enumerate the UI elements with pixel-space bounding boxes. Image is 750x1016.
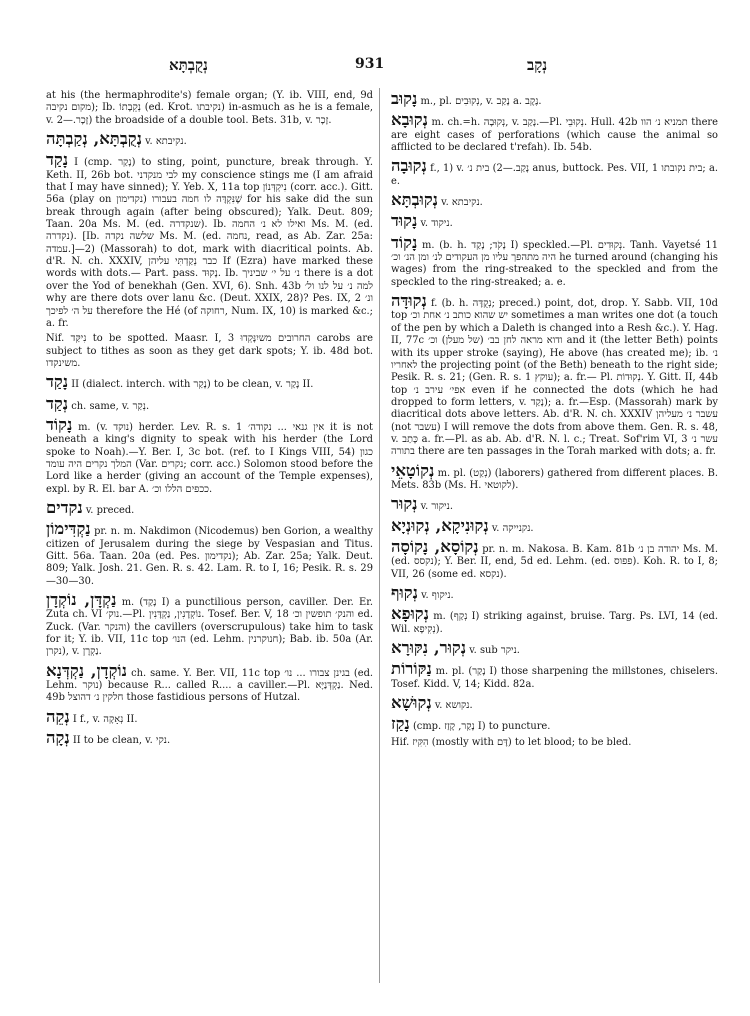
dictionary-entry [391,584,718,602]
entry-headword: נָקַד [46,150,69,170]
entry-definition: m. pl. (נָקַר I) those sharpening the millstones, chiselers. Tosef. Kidd. V, 14; Kidd. 82a. [391,666,718,690]
dictionary-entry [391,538,718,581]
entry-definition: Hif. הִקִּיז (mostly with דָּם) to let blood; to be bled. [391,736,632,748]
entry-definition: f. (b. h. נְקֻדָּה; preced.) point, dot, drop. Y. Sabb. VII, 10d top יש שהוא כותב נ׳ אחת וכ׳ sometimes a man writes one dot (a touch of the pen by which a Daleth is changed into a Resh &c.). Y. Hag. II, 77c ודוא מראה לחן בב׳ (של מעלן) וכ׳ and it (the letter Beth) points with its upper stroke (saying), He above (has created me); ib. נ׳ לאחריו the projecting point (of the Beth) beneath to the right side; Pesik. R. s. 21; (Gen. R. s. 1 עוקץ); a. fr.— Pl. נְקוּדוֹת. Y. Gitt. II, 44b top אפי׳ עירב נ׳ even if he connected the dots (which he had dropped to form letters, v. נָקַד); a. fr.—Esp. (Massorah) mark by diacritical dots above letters. Ab. d'R. N. ch. XXXIV עשבר נ׳ מעליהן (not עשבר) I will remove the dots from above them. Gen. R. s. 48, v. כָּתַב a. fr.—Pl. as ab. Ab. d'R. N. l. c.; Treat. Sof'rim VI, 3 עשר נ׳ בתורה there are ten passages in the Torah marked with dots; a. fr. [391,298,719,458]
dictionary-entry [391,111,718,154]
entry-headword: נְקוּנִיקָא, נְקוּנְיָא [391,515,489,535]
dictionary-entry [46,662,373,705]
dictionary-entry [391,191,718,209]
running-head-right: נְקָב [527,56,548,74]
dictionary-entry [391,90,718,108]
entry-headword: נָקוּב [391,89,418,108]
dictionary-entry [391,517,718,535]
dictionary-entry [391,495,718,513]
dictionary-entry [46,373,373,391]
entry-headword: נְקוּבָא [391,110,428,130]
entry-headword: נָקַז [391,714,410,734]
dictionary-entry [46,708,373,726]
entry-definition: II (dialect. interch. with נָקַר) to be clean, v. נָקַר II. [71,379,314,391]
entry-definition: (cmp. נָקַר, קָזַז I) to puncture. [412,721,551,733]
entry-headword: נַקּוֹרוֹת [391,659,432,679]
entry-definition: v. ניקור. [420,501,453,513]
dictionary-entry [391,234,718,289]
entry-definition: v. preced. [85,504,135,516]
entry-definition: ch. same. Y. Ber. VII, 11c top בגינן צבורו ... נו׳ (ed. Lehm. נוקר) because R... called R.... a caviller.—Pl. נַקְדְּנַיָּא. Ned. 49b חלקין נ׳ דהוצל those fastidious persons of Hutzal. [46,667,374,704]
dictionary-entry [46,395,373,413]
entry-definition: at his (the hermaphrodite's) female organ; (Y. ib. VIII, end, 9d מקום נקיבה); Ib. נְקֵבָתוֹ (ed. Krot. נקיבתו) in-asmuch as he is a female, v. זָכָר.—2) the broadside of a double tool. Bets. 31b, v. זָכָר. [46,90,373,126]
entry-headword: נְקַד [46,393,69,413]
dictionary-entry [46,729,373,747]
dictionary-entry [391,462,718,493]
entry-definition: m. (נְקַף I) striking against, bruise. Targ. Ps. LVI, 14 (ed. Wil. נְקִיפָא). [391,611,718,635]
dictionary-entry [391,715,718,733]
entry-headword: נְקָה [46,728,70,748]
entry-headword: נָקוֹד [391,232,418,252]
entry-headword: נָקַד [46,372,69,392]
entry-definition: v. ניקוף. [421,590,454,601]
entry-definition: m. (b. h. נָקֹד; נָקַד I) speckled.—Pl. נְקוּדִים. Tanh. Vayetsé 11 היה מתהפך עליו מן העקודים לנ׳ ומן הנ׳ וכ׳ he turned around (changing his wages) from the ring-streaked to the speckled and from the speckled to the ring-streaked; a. e. [391,239,718,288]
entry-definition: pr. n. m. Nakdimon (Nicodemus) ben Gorion, a wealthy citizen of Jerusalem during the siege by Vespasian and Titus. Gitt. 56a. Taan. 20a (ed. Pes. נקדימון); Ab. Zar. 25a; Yalk. Deut. 809; Yalk. Josh. 21. Gen. R. s. 42. Lam. R. to I, 16; Pesik. R. s. 29—30—30. [46,526,374,587]
left-column [46,90,373,750]
entry-definition: I f., v. נְאָקָה II. [72,713,138,725]
entry-definition: f., 1) v. נָקַב.—2) בית נ׳ anus, buttock. Pes. VII, 1 בית נקובתו; a. e. [391,163,718,187]
entry-headword: נְקוּדָּה [391,291,427,311]
dictionary-entry [46,499,373,517]
dictionary-entry [391,292,718,458]
entry-headword: נְקֵה [46,706,70,726]
entry-definition: m. (v. נוקד) herder. Lev. R. s. 1 אין גנאי ... נקודה׳ it is not beneath a king's dignity to speak with his herder (the Lord spoke to Noah).—Y. Ber. I, 3c bot. (ref. to I Kings VIII, 54) כגון המלך נקרים היה עומד (Var. נקרים; corr. acc.) Solomon stood before the Lord like a herder (giving an account of the Temple expenses), expl. by R. El. bar A. ככפים הללו וכ׳. [46,421,374,495]
entry-definition: v. sub ניקר. [469,645,520,657]
entry-definition: v. נקיבתא. [145,136,187,148]
entry-definition: m. (נָקַד I) a punctilious person, caviller. Der. Er. Zuta ch. VI נוק׳.—Pl. נוֹקְדָנִין, נַקְדָּנִין. Tosef. Ber. V, 18 והנק׳ תופשין וכ׳ ed. Zuck. (Var. והנקר) the cavillers (overscrupulous) take him to task for it; Y. ib. VII, 11c top הנו׳ (ed. Lehm. חנוקרנין); Bab. ib. 50a (Ar. נקרן), v. נַקְרָן. [46,597,374,658]
entry-headword: נְקֻבְתָּא, נְקַבְתָּה [46,129,142,149]
dictionary-entry [46,151,373,330]
entry-headword: נְקוּף [391,583,418,602]
dictionary-entry [391,660,718,691]
entry-headword: נְקוּפָא [391,604,429,624]
entry-headword: נְקוֹסָא, נָקוֹסָה [391,536,479,556]
entry-headword: נְקוּשָׁא [391,693,432,713]
entry-definition: v. ניקוד. [420,218,453,230]
dictionary-entry [46,591,373,659]
entry-definition: m. ch.=h. נְקוּבָה, v. נָקַב.—Pl. נְקוּבֵי. Hull. 42b תמניא נ׳ הוו there are eight cases of perforations (which cause the animal so afflicted to be declared t'refah). Ib. 54b. [391,117,718,154]
entry-headword: נְקוֹטָאֵי [391,460,435,480]
entry-headword: נְקוּבְתָּא [391,190,439,210]
dictionary-entry [46,416,373,496]
dictionary-entry [391,694,718,712]
dictionary-entry [46,130,373,148]
entry-headword: נְקוּבָה [391,156,427,176]
entry-headword: נקדים [46,497,83,517]
entry-headword: נוֹקְדָן, נַקְדְּנָא [46,660,128,680]
entry-headword: נְקוּר, נִקּוּרָא [391,638,467,658]
entry-definition: m., pl. נְקוּבִים, v. נָקַב a. נֶקֶב. [420,96,542,107]
dictionary-entry [391,605,718,636]
entry-definition: I (cmp. נָקַר) to sting, point, puncture, break through. Y. Keth. II, 26b bot. לבי מנקדני my conscience stings me (I am afraid that I may have sinned); Y. Yeb. X, 11a top נִיקְדְּנוֹן (corr. acc.). Gitt. 56a (play on נקדימון) שֶׁנִּקְדָּה לו חמה בעבורו for his sake did the sun break through again (after being obscured); Yalk. Deut. 809; Taan. 20a Ms. M. (ed. שנקדרה). Ib. ואילו לא נ׳ החמה Ms. M. (ed. נקדרה). [Ib. שלשה נקדה Ms. M. (ed. נחמה, read, as Ab. Zar. 25a: עמדה.]—2) (Massorah) to dot, mark with diacritical points. Ab. d'R. N. ch. XXXIV, כבר נְקַדְתִּי עליהן If (Ezra) have marked these words with dots.— Part. pass. נָקוּד. Ib. נ׳ על י׳ שביניך there is a dot over the Yod of benekhah (Gen. XVI, 6). Snh. 43b למה נ׳ על לנו ול׳ why are there dots over lanu &c. (Deut. XXIX, 28)? Pes. IX, 2 ונ׳ על ה׳ לפיכך therefore the Hé (of רחוקה, Num. IX, 10) is marked &c.; a. fr. [46,157,374,329]
entry-definition: II to be clean, v. נקי. [72,735,171,747]
entry-headword: נַקְדָּן, נוֹקְדָן [46,590,117,610]
entry-headword: נְקוּר [391,494,418,514]
entry-definition: Nif. נִיקַּד to be spotted. Maasr. I, 3 החרובים משיִנָּקְדוּ carobs are subject to tithes as soon as they get dark spots; Y. ib. 48d bot. משינקדו. [46,333,373,369]
dictionary-entry [46,90,373,127]
entry-definition: v. נקנייקה. [491,522,534,534]
entry-headword: נַקְדִּימוֹן [46,519,91,539]
entry-definition: ch. same, v. נְקַר. [71,400,150,412]
dictionary-entry [391,212,718,230]
running-head-left: נְקֻבְתָּא [169,56,208,74]
dictionary-entry [46,520,373,588]
right-column [391,90,718,752]
column-divider [379,88,380,983]
dictionary-entry [391,157,718,188]
entry-definition: v. נקיבתא. [441,197,483,209]
dictionary-entry [391,737,718,749]
dictionary-entry [46,333,373,370]
page-number: 931 [355,56,385,72]
entry-headword: נָקוֹד [46,414,73,434]
entry-definition: m. pl. (נְקַט) (laborers) gathered from different places. B. Mets. 83b (Ms. H. לקוטאי). [391,467,718,491]
entry-definition: pr. n. m. Nakosa. B. Kam. 81b יהודה בן נ׳ Ms. M. (ed. נקסס); Y. Ber. II, end, 5d ed. Lehm. (ed. פפוס). Koh. R. to I, 8; VII, 26 (some ed. נקסא). [391,543,718,580]
dictionary-entry [391,639,718,657]
entry-headword: נָקוּד [391,211,418,231]
entry-definition: v. נקושא. [434,700,473,712]
